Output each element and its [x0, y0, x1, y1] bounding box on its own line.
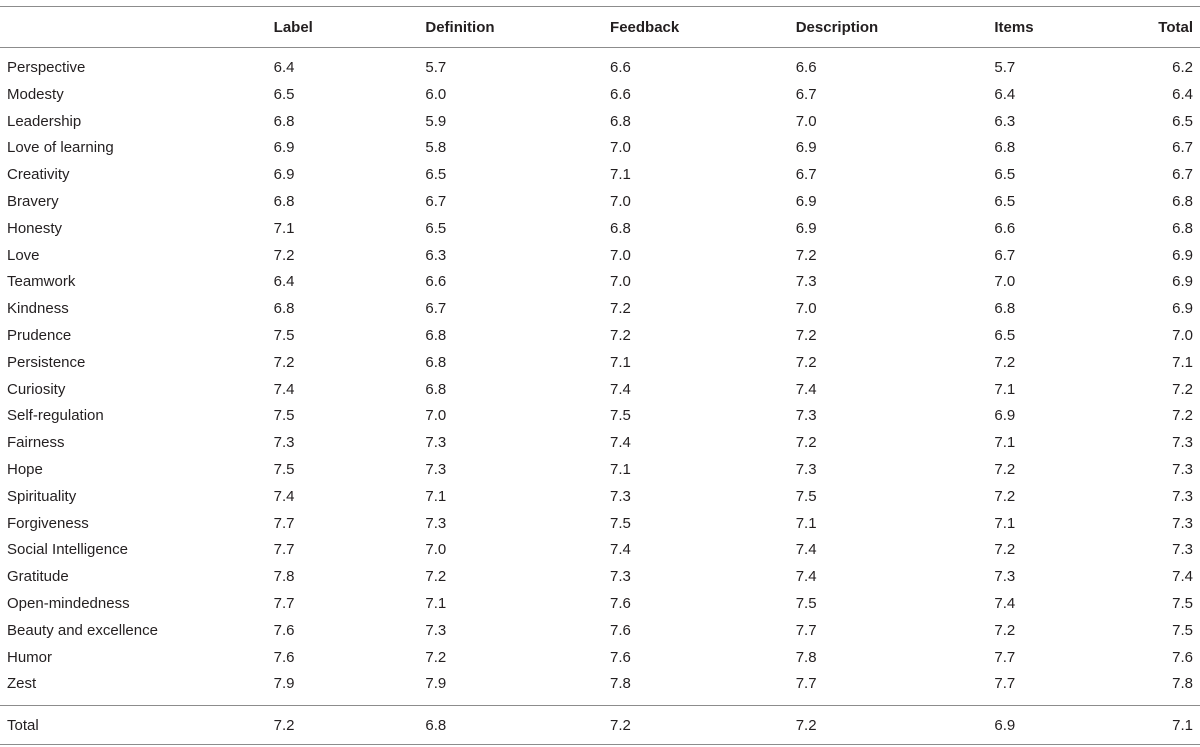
- table-cell: 7.3: [425, 514, 447, 532]
- table-cell: 7.2: [610, 300, 631, 318]
- table-cell: 6.7: [795, 85, 817, 103]
- table-cell: Modesty: [7, 85, 64, 103]
- table-cell: 7.9: [273, 675, 295, 693]
- table-cell: 7.2: [610, 706, 796, 745]
- table-cell: 7.1: [610, 166, 631, 184]
- table-cell: Spirituality: [7, 487, 77, 505]
- table-cell: 7.3: [994, 568, 1016, 586]
- table-cell: Beauty and excellence: [7, 621, 158, 639]
- table-row: [0, 591, 1200, 618]
- table-cell: Open-mindedness: [7, 594, 130, 612]
- table-cell: 6.8: [610, 219, 631, 237]
- table-cell: 6.9: [273, 166, 295, 184]
- table-cell: 7.2: [1172, 380, 1193, 398]
- table-row: [0, 511, 1200, 538]
- table-cell: 7.9: [425, 675, 447, 693]
- table-cell: 6.5: [425, 166, 447, 184]
- table-row: [0, 430, 1200, 457]
- table-cell: Social Intelligence: [7, 541, 128, 559]
- table-cell: 6.5: [273, 85, 295, 103]
- table-cell: 7.1: [994, 434, 1016, 452]
- table-cell: 7.3: [425, 460, 447, 478]
- column-header: Items: [994, 7, 1133, 48]
- table-cell: 6.8: [994, 139, 1016, 157]
- table-cell: 7.0: [425, 407, 447, 425]
- table-cell: 7.1: [1133, 706, 1200, 745]
- table-cell: 7.2: [273, 246, 295, 264]
- table-cell: 7.0: [795, 112, 817, 130]
- table-cell: 7.7: [994, 648, 1016, 666]
- table-cell: 7.2: [994, 541, 1016, 559]
- table-cell: 6.9: [795, 139, 817, 157]
- table-cell: 7.6: [610, 594, 631, 612]
- table-cell: 6.9: [994, 706, 1133, 745]
- table-cell: 7.1: [610, 460, 631, 478]
- table-cell: Persistence: [7, 353, 86, 371]
- table-cell: 7.8: [795, 648, 817, 666]
- table-cell: 6.5: [425, 219, 447, 237]
- table-row: [0, 323, 1200, 350]
- table-cell: 6.5: [994, 166, 1016, 184]
- table-row: [0, 216, 1200, 243]
- table-cell: 7.4: [1172, 568, 1193, 586]
- table-cell: 7.0: [610, 192, 631, 210]
- table-cell: 6.6: [994, 219, 1016, 237]
- table-header: [0, 7, 1200, 48]
- table-cell: Love: [7, 246, 40, 264]
- table-cell: 7.3: [795, 407, 817, 425]
- table-cell: 6.3: [425, 246, 447, 264]
- table-cell: 7.3: [273, 434, 295, 452]
- column-header: Definition: [425, 7, 610, 48]
- table-cell: 6.2: [1172, 59, 1193, 76]
- column-header: Label: [274, 7, 426, 48]
- table-cell: 6.6: [610, 85, 631, 103]
- table-cell: 6.7: [1172, 166, 1193, 184]
- table-cell: 6.9: [273, 139, 295, 157]
- table-row: [0, 269, 1200, 296]
- table-cell: Prudence: [7, 326, 72, 344]
- table-cell: 7.7: [273, 514, 295, 532]
- table-cell: 6.5: [994, 326, 1016, 344]
- table-cell: 7.3: [1172, 487, 1193, 505]
- table-cell: Creativity: [7, 166, 70, 184]
- table-cell: 7.5: [610, 407, 631, 425]
- table-cell: 7.4: [795, 380, 817, 398]
- column-header: Feedback: [610, 7, 796, 48]
- table-cell: 5.9: [425, 112, 447, 130]
- table-row: [0, 350, 1200, 377]
- table-cell: 7.1: [610, 353, 631, 371]
- table-cell: 6.4: [273, 273, 295, 291]
- table-cell: 7.5: [273, 326, 295, 344]
- table-cell: 7.6: [1172, 648, 1193, 666]
- table-row: [0, 296, 1200, 323]
- table-cell: 6.6: [425, 273, 447, 291]
- table-footer: [0, 706, 1200, 745]
- table-cell: 6.8: [994, 300, 1016, 318]
- table-cell: 5.8: [425, 139, 447, 157]
- table-cell: 6.4: [994, 85, 1016, 103]
- table-cell: 7.4: [610, 380, 631, 398]
- table-cell: 7.1: [273, 219, 295, 237]
- table-cell: Total: [0, 706, 274, 745]
- table-row: [0, 377, 1200, 404]
- table-cell: 7.2: [994, 353, 1016, 371]
- table-cell: 6.9: [1172, 273, 1193, 291]
- table-cell: 6.8: [610, 112, 631, 130]
- table-cell: 7.1: [795, 514, 817, 532]
- table-cell: 7.0: [994, 273, 1016, 291]
- table-cell: 7.3: [610, 568, 631, 586]
- table-cell: 6.7: [795, 166, 817, 184]
- table-cell: 7.7: [795, 675, 817, 693]
- table-cell: 7.8: [610, 675, 631, 693]
- table-cell: 6.8: [425, 706, 610, 745]
- table-cell: 6.0: [425, 85, 447, 103]
- table-cell: 7.2: [994, 487, 1016, 505]
- table-cell: 6.9: [994, 407, 1016, 425]
- table-cell: 6.5: [994, 192, 1016, 210]
- table-cell: 7.1: [1172, 353, 1193, 371]
- table-cell: 7.0: [610, 139, 631, 157]
- header-row: [0, 7, 1200, 48]
- table-cell: 7.1: [425, 487, 447, 505]
- table-cell: 6.9: [1172, 300, 1193, 318]
- table-cell: 6.8: [1172, 219, 1193, 237]
- table-cell: 6.7: [1172, 139, 1193, 157]
- table-cell: 6.8: [273, 300, 295, 318]
- table-cell: 6.6: [795, 59, 817, 76]
- table-cell: 7.2: [796, 706, 995, 745]
- table-cell: Forgiveness: [7, 514, 89, 532]
- table-row: [0, 162, 1200, 189]
- table-row: [0, 243, 1200, 270]
- table-cell: 7.4: [994, 594, 1016, 612]
- table-cell: 6.9: [1172, 246, 1193, 264]
- table-cell: 6.7: [425, 300, 447, 318]
- table-row: [0, 671, 1200, 705]
- table-cell: 6.9: [795, 219, 817, 237]
- table-cell: 7.6: [273, 648, 295, 666]
- table-row: [0, 82, 1200, 109]
- table-cell: 7.4: [273, 487, 295, 505]
- table-cell: Honesty: [7, 219, 63, 237]
- column-header: Description: [796, 7, 995, 48]
- table-row: [0, 109, 1200, 136]
- table-cell: 7.5: [795, 487, 817, 505]
- table-cell: 7.7: [273, 594, 295, 612]
- table-cell: Fairness: [7, 434, 65, 452]
- table-cell: 7.5: [273, 460, 295, 478]
- table-cell: 6.8: [425, 326, 447, 344]
- table-cell: 6.5: [1172, 112, 1193, 130]
- table-cell: 7.3: [425, 621, 447, 639]
- table-cell: 7.2: [795, 434, 817, 452]
- table-cell: 6.9: [795, 192, 817, 210]
- table-cell: 7.8: [1172, 675, 1193, 693]
- table-cell: 7.2: [273, 353, 295, 371]
- table-cell: 5.7: [425, 59, 447, 76]
- table-cell: 7.1: [994, 380, 1016, 398]
- table-cell: 7.0: [1172, 326, 1193, 344]
- table-cell: 7.4: [273, 380, 295, 398]
- table-cell: 7.3: [425, 434, 447, 452]
- table-row: [0, 48, 1200, 82]
- table-cell: 7.7: [994, 675, 1016, 693]
- table-row: [0, 189, 1200, 216]
- table-cell: 7.2: [795, 353, 817, 371]
- table-cell: Kindness: [7, 300, 69, 318]
- table-cell: 7.4: [795, 568, 817, 586]
- table-cell: 5.7: [994, 59, 1016, 76]
- table-cell: 6.4: [273, 59, 295, 76]
- table-cell: 7.2: [795, 326, 817, 344]
- table-row: [0, 403, 1200, 430]
- table-cell: 6.7: [994, 246, 1016, 264]
- table-cell: 7.2: [274, 706, 426, 745]
- table-cell: 7.2: [610, 326, 631, 344]
- table-row: [0, 618, 1200, 645]
- table-cell: 7.5: [273, 407, 295, 425]
- table-row: [0, 537, 1200, 564]
- table-cell: 7.2: [795, 246, 817, 264]
- table-cell: Zest: [7, 675, 37, 693]
- table-row: [0, 484, 1200, 511]
- table-cell: Curiosity: [7, 380, 66, 398]
- table-cell: 7.0: [425, 541, 447, 559]
- table-cell: Leadership: [7, 112, 82, 130]
- table-cell: 6.4: [1172, 85, 1193, 103]
- table-cell: 7.2: [425, 648, 447, 666]
- table-cell: 7.1: [994, 514, 1016, 532]
- table-cell: 7.3: [1172, 434, 1193, 452]
- table-row: [0, 457, 1200, 484]
- table-cell: 7.3: [795, 460, 817, 478]
- table-cell: 7.6: [273, 621, 295, 639]
- table-cell: 6.8: [273, 112, 295, 130]
- table-cell: 6.8: [273, 192, 295, 210]
- table-cell: 7.0: [795, 300, 817, 318]
- table-cell: Hope: [7, 460, 43, 478]
- data-table: [0, 6, 1200, 745]
- table-cell: 6.8: [1172, 192, 1193, 210]
- table-cell: 7.3: [1172, 460, 1193, 478]
- table-row: [0, 135, 1200, 162]
- table-cell: 6.7: [425, 192, 447, 210]
- table-row: [0, 564, 1200, 591]
- table-cell: 7.2: [425, 568, 447, 586]
- table-cell: 7.3: [1172, 541, 1193, 559]
- table-body: [0, 48, 1200, 706]
- table-cell: 7.6: [610, 648, 631, 666]
- table-cell: Love of learning: [7, 139, 114, 157]
- table-cell: 7.3: [1172, 514, 1193, 532]
- total-row: [0, 706, 1200, 745]
- table-cell: 7.7: [795, 621, 817, 639]
- column-header: [0, 7, 274, 48]
- table-cell: 7.0: [610, 246, 631, 264]
- table-cell: 6.8: [425, 380, 447, 398]
- table-cell: 7.4: [795, 541, 817, 559]
- table-cell: 7.5: [795, 594, 817, 612]
- table-cell: 7.2: [1172, 407, 1193, 425]
- table-cell: 7.4: [610, 434, 631, 452]
- table-cell: Perspective: [7, 59, 86, 76]
- table-cell: 6.8: [425, 353, 447, 371]
- table-cell: 7.4: [610, 541, 631, 559]
- table-cell: 7.7: [273, 541, 295, 559]
- table-cell: 7.2: [994, 460, 1016, 478]
- table-cell: 6.6: [610, 59, 631, 76]
- table-cell: Self-regulation: [7, 407, 104, 425]
- table-cell: Humor: [7, 648, 53, 666]
- table-cell: 6.3: [994, 112, 1016, 130]
- table-cell: 7.3: [795, 273, 817, 291]
- table-row: [0, 645, 1200, 672]
- table-cell: 7.3: [610, 487, 631, 505]
- table-cell: Gratitude: [7, 568, 69, 586]
- table-cell: 7.2: [994, 621, 1016, 639]
- table-cell: Teamwork: [7, 273, 76, 291]
- table-cell: 7.5: [1172, 621, 1193, 639]
- column-header: Total: [1133, 7, 1200, 48]
- table-cell: 7.5: [1172, 594, 1193, 612]
- table-cell: 7.8: [273, 568, 295, 586]
- table-cell: 7.1: [425, 594, 447, 612]
- table-cell: 7.0: [610, 273, 631, 291]
- table-cell: 7.5: [610, 514, 631, 532]
- table-cell: 7.6: [610, 621, 631, 639]
- table-cell: Bravery: [7, 192, 59, 210]
